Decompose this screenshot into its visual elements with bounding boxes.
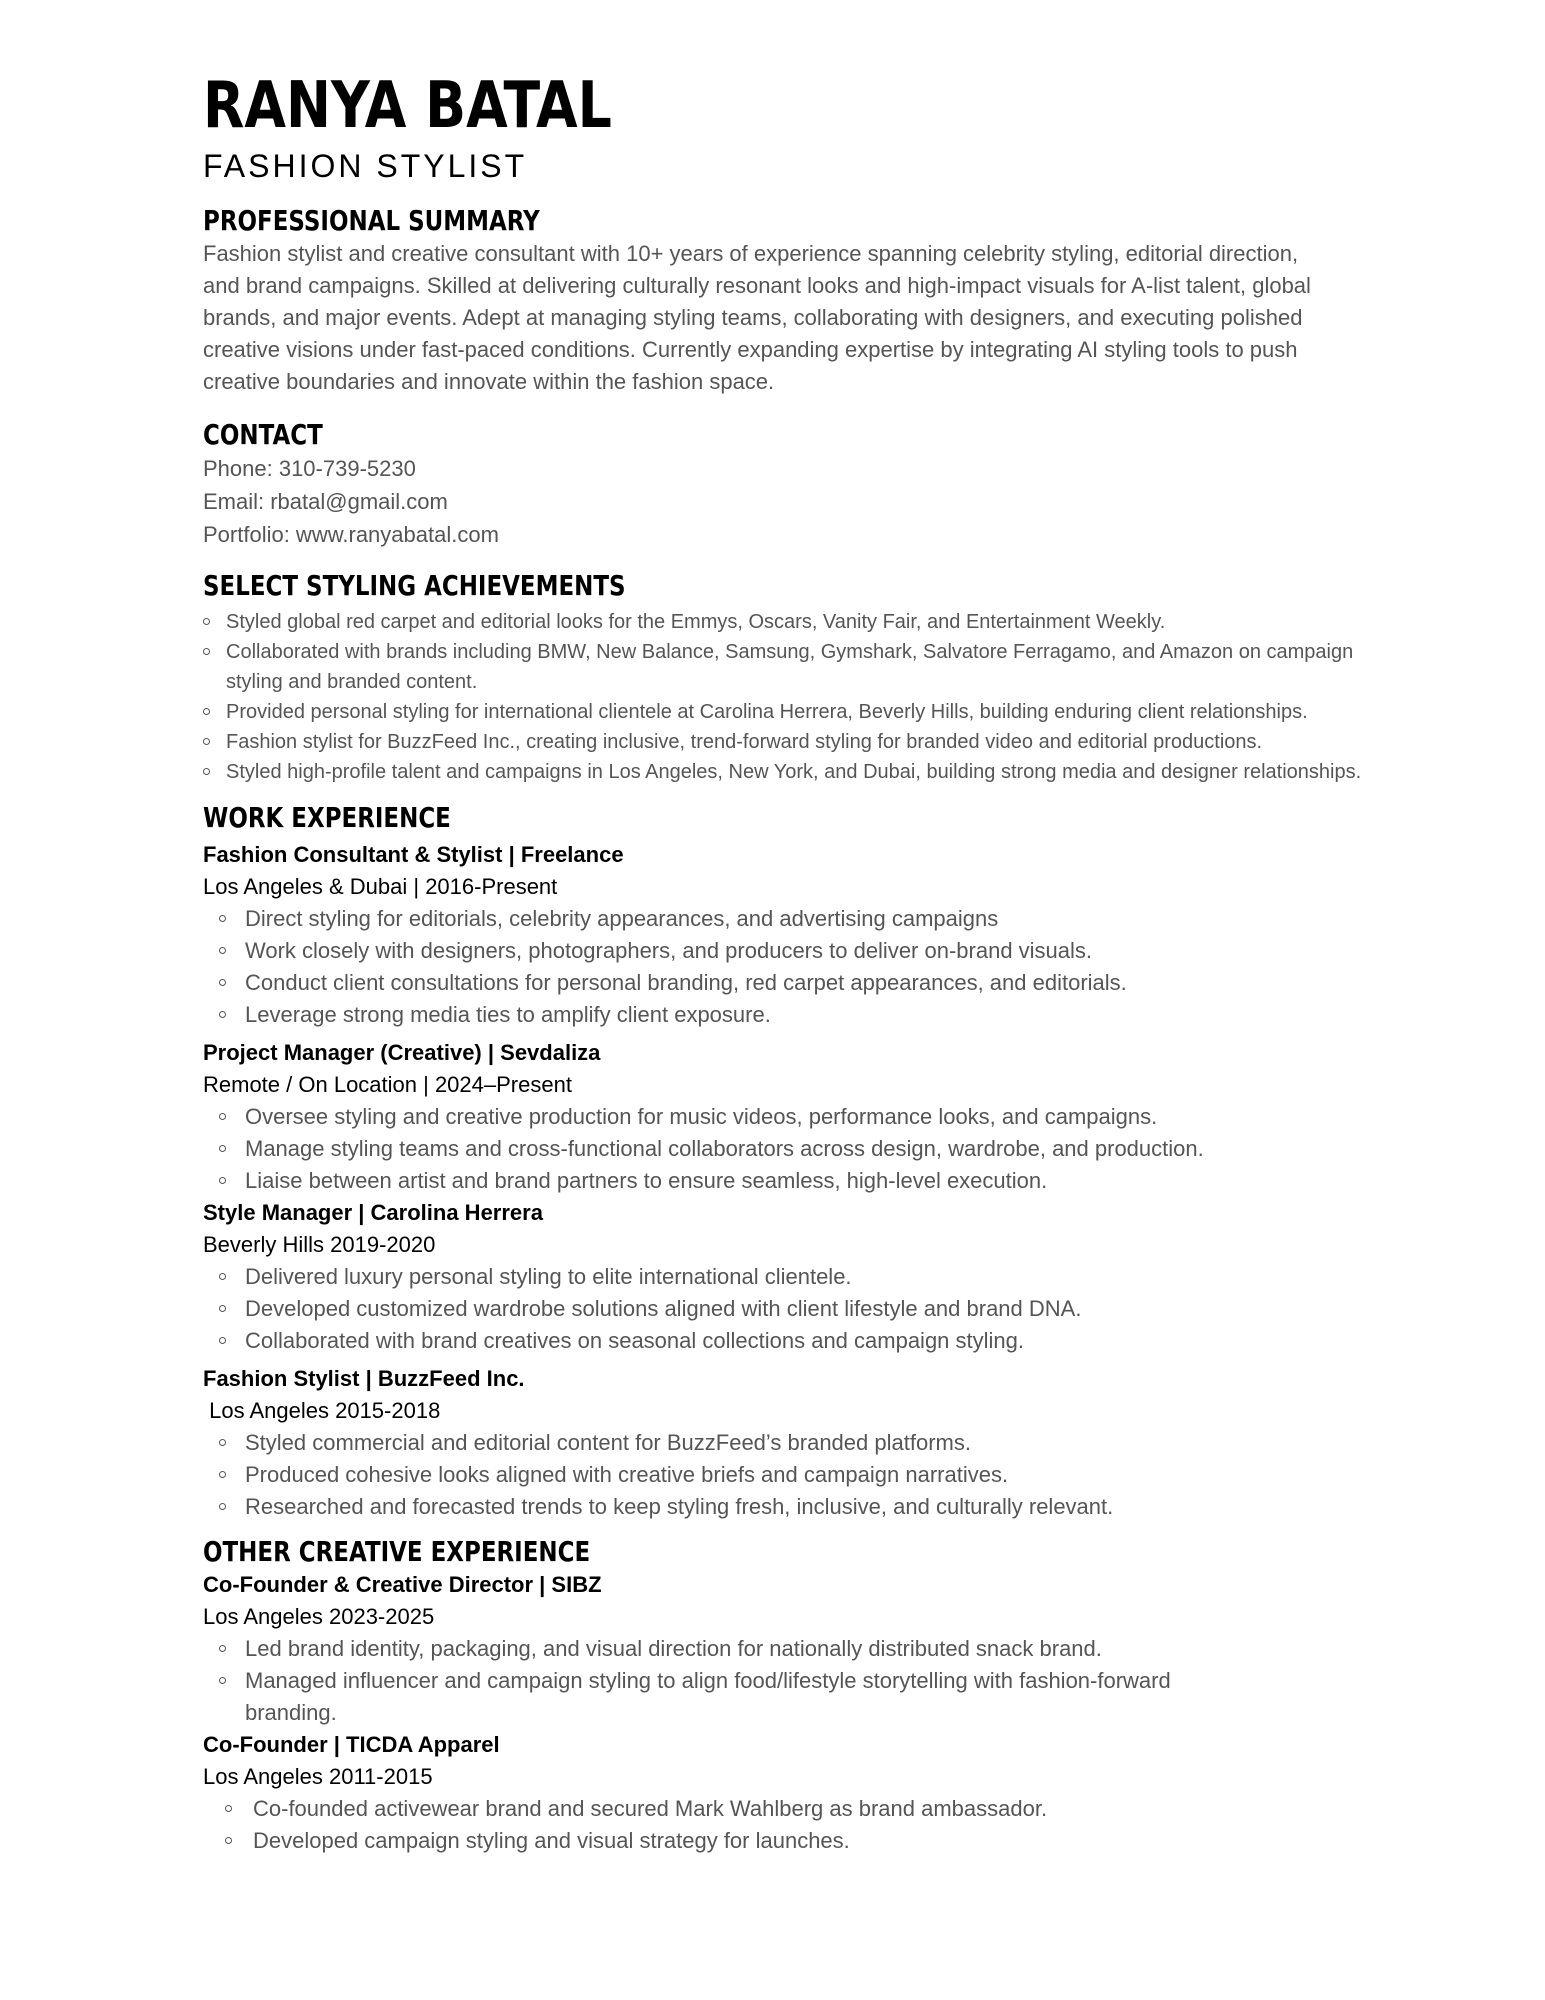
job-bullet: Liaise between artist and brand partners to ensure seamless, high-level execution. <box>203 1165 1383 1197</box>
bullet-circle-icon <box>219 1305 226 1312</box>
job-meta: Remote / On Location | 2024–Present <box>203 1072 572 1097</box>
bullet-circle-icon <box>219 1503 226 1510</box>
bullet-circle-icon <box>219 1113 226 1120</box>
job-title: Fashion Consultant & Stylist | Freelance <box>203 842 624 867</box>
bullet-circle-icon <box>219 1439 226 1446</box>
summary-heading: PROFESSIONAL SUMMARY <box>203 204 540 237</box>
job-bullets <box>203 1793 1383 1857</box>
job-bullets <box>203 1261 1383 1357</box>
job-meta: Los Angeles 2015-2018 <box>203 1398 441 1423</box>
job-bullet: Leverage strong media ties to amplify client exposure. <box>203 999 1383 1031</box>
job-bullet: Styled commercial and editorial content for BuzzFeed’s branded platforms. <box>203 1427 1383 1459</box>
work-heading: WORK EXPERIENCE <box>203 801 451 834</box>
job-title: Co-Founder | TICDA Apparel <box>203 1732 500 1757</box>
job-bullets <box>203 1101 1383 1197</box>
bullet-circle-icon <box>219 1145 226 1152</box>
job-bullet: Produced cohesive looks aligned with creative briefs and campaign narratives. <box>203 1459 1383 1491</box>
job-entry <box>203 1363 1383 1523</box>
contact-email: Email: rbatal@gmail.com <box>203 489 448 514</box>
job-title: Style Manager | Carolina Herrera <box>203 1200 543 1225</box>
job-bullet: Oversee styling and creative production for music videos, performance looks, and campaigns. <box>203 1101 1383 1133</box>
bullet-circle-icon <box>203 738 210 745</box>
job-bullet: Work closely with designers, photographers, and producers to deliver on-brand visuals. <box>203 935 1383 967</box>
bullet-circle-icon <box>225 1837 232 1844</box>
job-meta: Los Angeles & Dubai | 2016-Present <box>203 874 558 899</box>
job-entry <box>203 839 1383 1031</box>
achievements-heading: SELECT STYLING ACHIEVEMENTS <box>203 569 626 602</box>
bullet-circle-icon <box>219 1177 226 1184</box>
job-bullets <box>203 903 1383 1031</box>
job-bullet: Researched and forecasted trends to keep styling fresh, inclusive, and culturally relevant. <box>203 1491 1383 1523</box>
bullet-circle-icon <box>225 1805 232 1812</box>
job-bullet: Collaborated with brand creatives on seasonal collections and campaign styling. <box>203 1325 1383 1357</box>
job-bullet: Led brand identity, packaging, and visual direction for nationally distributed snack brand. <box>203 1633 1263 1665</box>
bullet-circle-icon <box>203 768 210 775</box>
job-bullets <box>203 1427 1383 1523</box>
job-bullet: Manage styling teams and cross-functional collaborators across design, wardrobe, and production. <box>203 1133 1383 1165</box>
bullet-circle-icon <box>219 979 226 986</box>
achievement-item: Provided personal styling for international clientele at Carolina Herrera, Beverly Hills, building enduring client relationships. <box>203 697 1376 727</box>
summary-text: Fashion stylist and creative consultant with 10+ years of experience spanning celebrity styling, editorial direction, and brand campaigns. Skilled at delivering culturally resonant looks and high-impact visuals for A-list talent, global brands, and major events. Adept at managing styling teams, collaborating with designers, and executing polished creative visions under fast-paced conditions. Currently expanding expertise by integrating AI styling tools to push creative boundaries and innovate within the fashion space. <box>203 241 1311 394</box>
job-entry <box>203 1197 1383 1357</box>
candidate-name: RANYA BATAL <box>203 69 612 143</box>
achievements-list <box>203 607 1383 787</box>
achievement-item: Styled global red carpet and editorial looks for the Emmys, Oscars, Vanity Fair, and Entertainment Weekly. <box>203 607 1376 637</box>
job-meta: Los Angeles 2023-2025 <box>203 1604 435 1629</box>
achievement-item: Fashion stylist for BuzzFeed Inc., creating inclusive, trend-forward styling for branded video and editorial productions. <box>203 727 1376 757</box>
achievement-item: Styled high-profile talent and campaigns in Los Angeles, New York, and Dubai, building strong media and designer relationships. <box>203 757 1376 787</box>
candidate-role: FASHION STYLIST <box>203 148 528 184</box>
bullet-circle-icon <box>219 1337 226 1344</box>
job-bullet: Co-founded activewear brand and secured Mark Wahlberg as brand ambassador. <box>203 1793 1383 1825</box>
resume-page <box>203 68 1383 1857</box>
job-title: Co-Founder & Creative Director | SIBZ <box>203 1572 602 1597</box>
job-bullet: Delivered luxury personal styling to elite international clientele. <box>203 1261 1383 1293</box>
job-bullet: Developed customized wardrobe solutions aligned with client lifestyle and brand DNA. <box>203 1293 1383 1325</box>
job-title: Project Manager (Creative) | Sevdaliza <box>203 1040 601 1065</box>
bullet-circle-icon <box>219 915 226 922</box>
job-entry <box>203 1037 1383 1197</box>
other-heading: OTHER CREATIVE EXPERIENCE <box>203 1535 591 1568</box>
bullet-circle-icon <box>219 947 226 954</box>
bullet-circle-icon <box>219 1011 226 1018</box>
job-entry <box>203 1729 1383 1857</box>
bullet-circle-icon <box>203 708 210 715</box>
job-meta: Beverly Hills 2019-2020 <box>203 1232 436 1257</box>
job-bullet: Developed campaign styling and visual strategy for launches. <box>203 1825 1383 1857</box>
job-bullet: Direct styling for editorials, celebrity appearances, and advertising campaigns <box>203 903 1383 935</box>
job-bullet: Conduct client consultations for personal branding, red carpet appearances, and editorials. <box>203 967 1383 999</box>
job-bullets <box>203 1633 1263 1729</box>
job-title: Fashion Stylist | BuzzFeed Inc. <box>203 1366 525 1391</box>
contact-portfolio: Portfolio: www.ranyabatal.com <box>203 522 499 547</box>
achievement-item: Collaborated with brands including BMW, New Balance, Samsung, Gymshark, Salvatore Ferragamo, and Amazon on campaign styling and branded content. <box>203 637 1376 697</box>
bullet-circle-icon <box>203 648 210 655</box>
bullet-circle-icon <box>203 618 210 625</box>
job-meta: Los Angeles 2011-2015 <box>203 1764 433 1789</box>
bullet-circle-icon <box>219 1645 226 1652</box>
contact-heading: CONTACT <box>203 418 323 451</box>
job-bullet: Managed influencer and campaign styling to align food/lifestyle storytelling with fashion-forward branding. <box>203 1665 1263 1729</box>
bullet-circle-icon <box>219 1273 226 1280</box>
contact-phone: Phone: 310-739-5230 <box>203 456 416 481</box>
job-entry <box>203 1569 1383 1729</box>
bullet-circle-icon <box>219 1471 226 1478</box>
bullet-circle-icon <box>219 1677 226 1684</box>
